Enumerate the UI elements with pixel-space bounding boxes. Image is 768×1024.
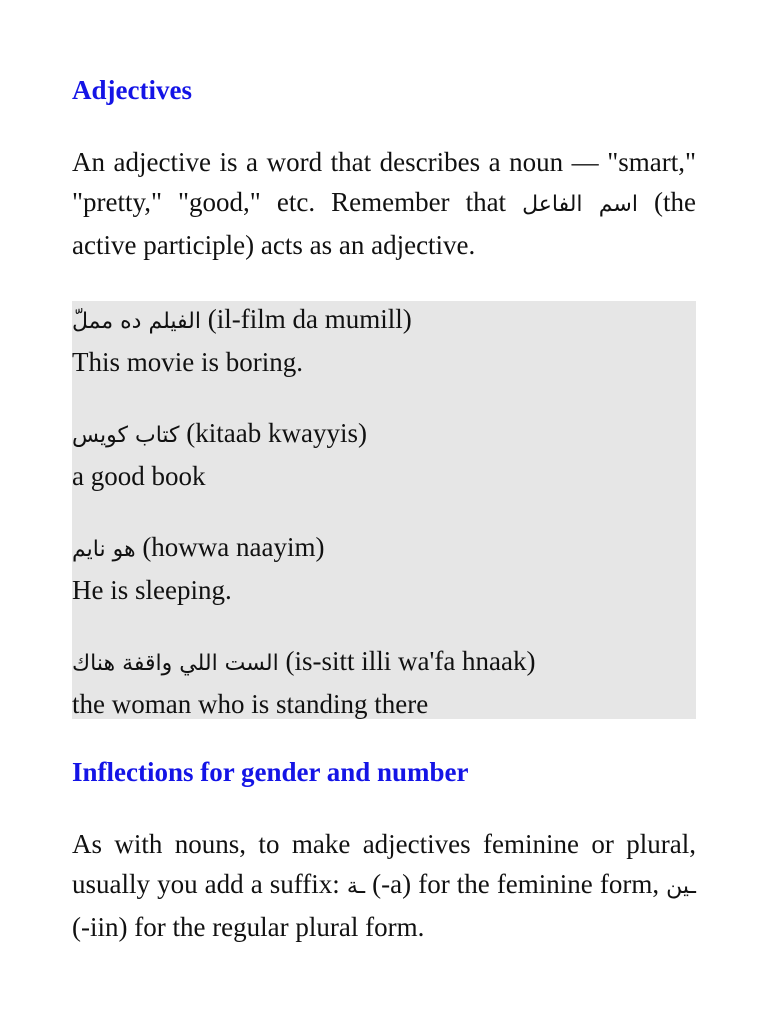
example-source-line [72,641,696,684]
example-item [72,641,696,724]
example-transliteration: (il-film da mumill) [200,304,412,334]
example-source-line [72,299,696,342]
example-arabic: الست اللي واقفة هناك [72,651,279,676]
inflect-text-1: As with nouns, to make adjectives feminine or plural, usually you add a suffix: [72,829,696,899]
examples-box [72,301,696,719]
section-heading-adjectives: Adjectives [72,75,192,105]
example-arabic: هو نايم [72,537,136,562]
example-item [72,527,696,610]
example-transliteration: (howwa naayim) [135,532,325,562]
inflect-text-3: (-iin) for the regular plural form. [72,912,425,942]
example-transliteration: (kitaab kwayyis) [179,418,367,448]
inflect-text-2: (-a) for the feminine form, [365,869,667,899]
inflections-paragraph [72,824,696,947]
example-translation: the woman who is standing there [72,689,429,719]
example-translation: He is sleeping. [72,575,232,605]
example-translation: This movie is boring. [72,347,303,377]
intro-text-1: An adjective is a word that describes a noun — "smart," "pretty," "good," etc. Remember that [72,147,696,217]
feminine-suffix: ـة [346,874,366,899]
intro-arabic-term: اسم الفاعل [522,192,638,217]
intro-paragraph [72,142,696,265]
example-arabic: كتاب كويس [72,423,180,448]
example-item [72,413,696,496]
example-translation: a good book [72,461,206,491]
example-item [72,299,696,382]
section-heading-inflections: Inflections for gender and number [72,757,469,787]
example-transliteration: (is-sitt illi wa'fa hnaak) [278,646,536,676]
example-arabic: الفيلم ده مملّ [72,309,201,334]
example-source-line [72,413,696,456]
plural-suffix: ـين [666,874,697,899]
intro-text-2: (the active participle) acts as an adjective. [72,187,696,260]
example-source-line [72,527,696,570]
